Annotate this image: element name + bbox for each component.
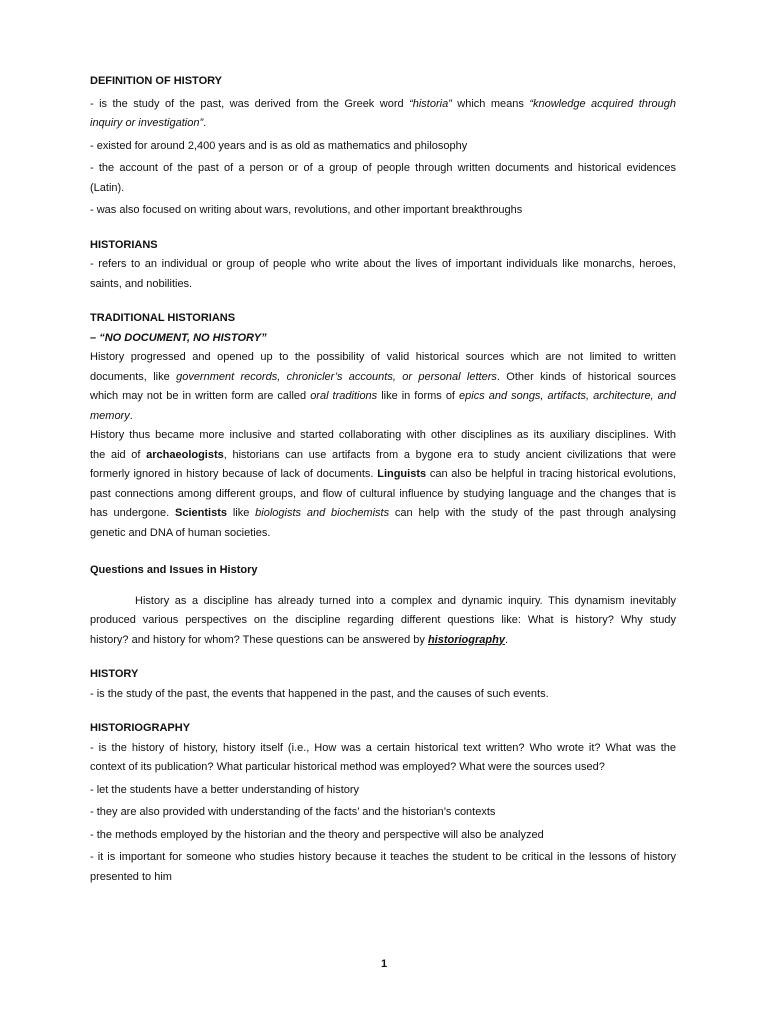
motto-line: [90, 329, 676, 349]
paragraph-line: - existed for around 2,400 years and is as old as mathematics and philosophy: [90, 139, 468, 152]
paragraph-line: past connections among different groups, and flow of cultural influence by studying language and the changes that is: [90, 487, 676, 500]
text-run: formerly ignored in history because of lack of documents.: [90, 468, 378, 480]
text-run: .: [203, 117, 207, 129]
paragraph-line: presented to him: [90, 870, 172, 883]
paragraph-line: - is the study of the past, the events that happened in the past, and the causes of such events.: [90, 687, 549, 700]
text-run: . Other kinds of historical sources: [496, 370, 677, 383]
italic-term: “knowledge acquired through: [529, 97, 676, 110]
text-run: , historians can use artifacts from a bygone era to study ancient civilizations that were: [223, 448, 676, 461]
text-run: documents, like: [90, 370, 177, 383]
paragraph-line: [90, 465, 676, 485]
paragraph-line: genetic and DNA of human societies.: [90, 526, 271, 539]
section-heading-history: HISTORY: [90, 668, 139, 680]
paragraph-line: - it is important for someone who studies history because it teaches the student to be critical in the lessons of history: [90, 851, 676, 863]
italic-term: epics and songs, artifacts, architecture, and: [459, 390, 676, 402]
paragraph-line: - they are also provided with understanding of the facts’ and the historian’s contexts: [90, 806, 496, 818]
paragraph-line: - the methods employed by the historian and the theory and perspective will also be analyzed: [90, 828, 544, 841]
text-run: the aid of: [90, 448, 147, 461]
section-heading-traditional-historians: TRADITIONAL HISTORIANS: [90, 312, 236, 324]
bold-term: Scientists: [175, 507, 228, 519]
italic-term: inquiry or investigation”: [90, 117, 204, 129]
text-run: can also be helpful in tracing historical evolutions,: [426, 468, 676, 480]
text-run: –: [90, 331, 100, 344]
paragraph-line: [90, 504, 676, 524]
text-run: which means: [451, 97, 530, 110]
paragraph-line: History thus became more inclusive and started collaborating with other disciplines as its auxiliary disciplines. With: [90, 429, 676, 441]
paragraph-line: [90, 114, 676, 134]
section-heading-historians: HISTORIANS: [90, 238, 158, 251]
section-heading-questions-issues: Questions and Issues in History: [90, 564, 258, 576]
text-run: can help with the study of the past through analysing: [389, 507, 677, 519]
text-run: history? and history for whom? These questions can be answered by: [90, 633, 428, 646]
paragraph-line: [90, 407, 676, 427]
text-run: .: [129, 409, 133, 422]
bold-term: Linguists: [377, 468, 427, 480]
paragraph-line: [90, 446, 676, 466]
italic-term: memory: [90, 409, 130, 422]
text-run: .: [504, 633, 509, 646]
section-heading-historiography: HISTORIOGRAPHY: [90, 722, 191, 734]
paragraph-line: - is the history of history, history itself (i.e., How was a certain historical text written? Who wrote it? What was the: [90, 741, 676, 754]
paragraph-line: [90, 387, 676, 407]
bold-italic-term: historiography: [427, 633, 505, 646]
italic-term: “historia”: [409, 97, 452, 110]
page-number: 1: [380, 958, 388, 970]
paragraph-line: History progressed and opened up to the possibility of valid historical sources which are not limited to written: [90, 351, 676, 363]
paragraph-line: [90, 95, 676, 115]
text-run: which may not be in written form are called: [90, 390, 311, 402]
paragraph-line: History as a discipline has already turned into a complex and dynamic inquiry. This dynamism inevitably: [135, 594, 676, 607]
text-run: - is the study of the past, was derived from the Greek word: [90, 97, 410, 110]
text-run: like in forms of: [377, 390, 460, 402]
paragraph-line: - let the students have a better understanding of history: [90, 783, 360, 796]
paragraph-line: - refers to an individual or group of people who write about the lives of important individuals like monarchs, heroes,: [90, 258, 676, 270]
paragraph-line: context of its publication? What particular historical method was employed? What were the sources used?: [90, 761, 605, 773]
paragraph-line: - the account of the past of a person or of a group of people through written documents and historical evidences: [90, 162, 676, 174]
paragraph-line: [90, 368, 676, 388]
paragraph-line: saints, and nobilities.: [90, 277, 193, 290]
paragraph-line: - was also focused on writing about wars, revolutions, and other important breakthroughs: [90, 204, 523, 216]
italic-term: biologists and biochemists: [255, 507, 390, 519]
text-run: has undergone.: [90, 507, 176, 519]
bold-term: archaeologists: [146, 448, 224, 461]
paragraph-line: [90, 631, 676, 651]
motto-text: “NO DOCUMENT, NO HISTORY”: [99, 331, 267, 344]
paragraph-line: (Latin).: [90, 181, 125, 194]
text-run: like: [227, 507, 256, 519]
section-heading-definition: DEFINITION OF HISTORY: [90, 75, 223, 87]
italic-term: government records, chronicler’s accounts, or personal letters: [176, 370, 497, 383]
document-body: [90, 72, 676, 887]
paragraph-line: produced various perspectives on the discipline regarding different questions like: What is history? Why study: [90, 614, 676, 626]
italic-term: oral traditions: [310, 390, 378, 402]
